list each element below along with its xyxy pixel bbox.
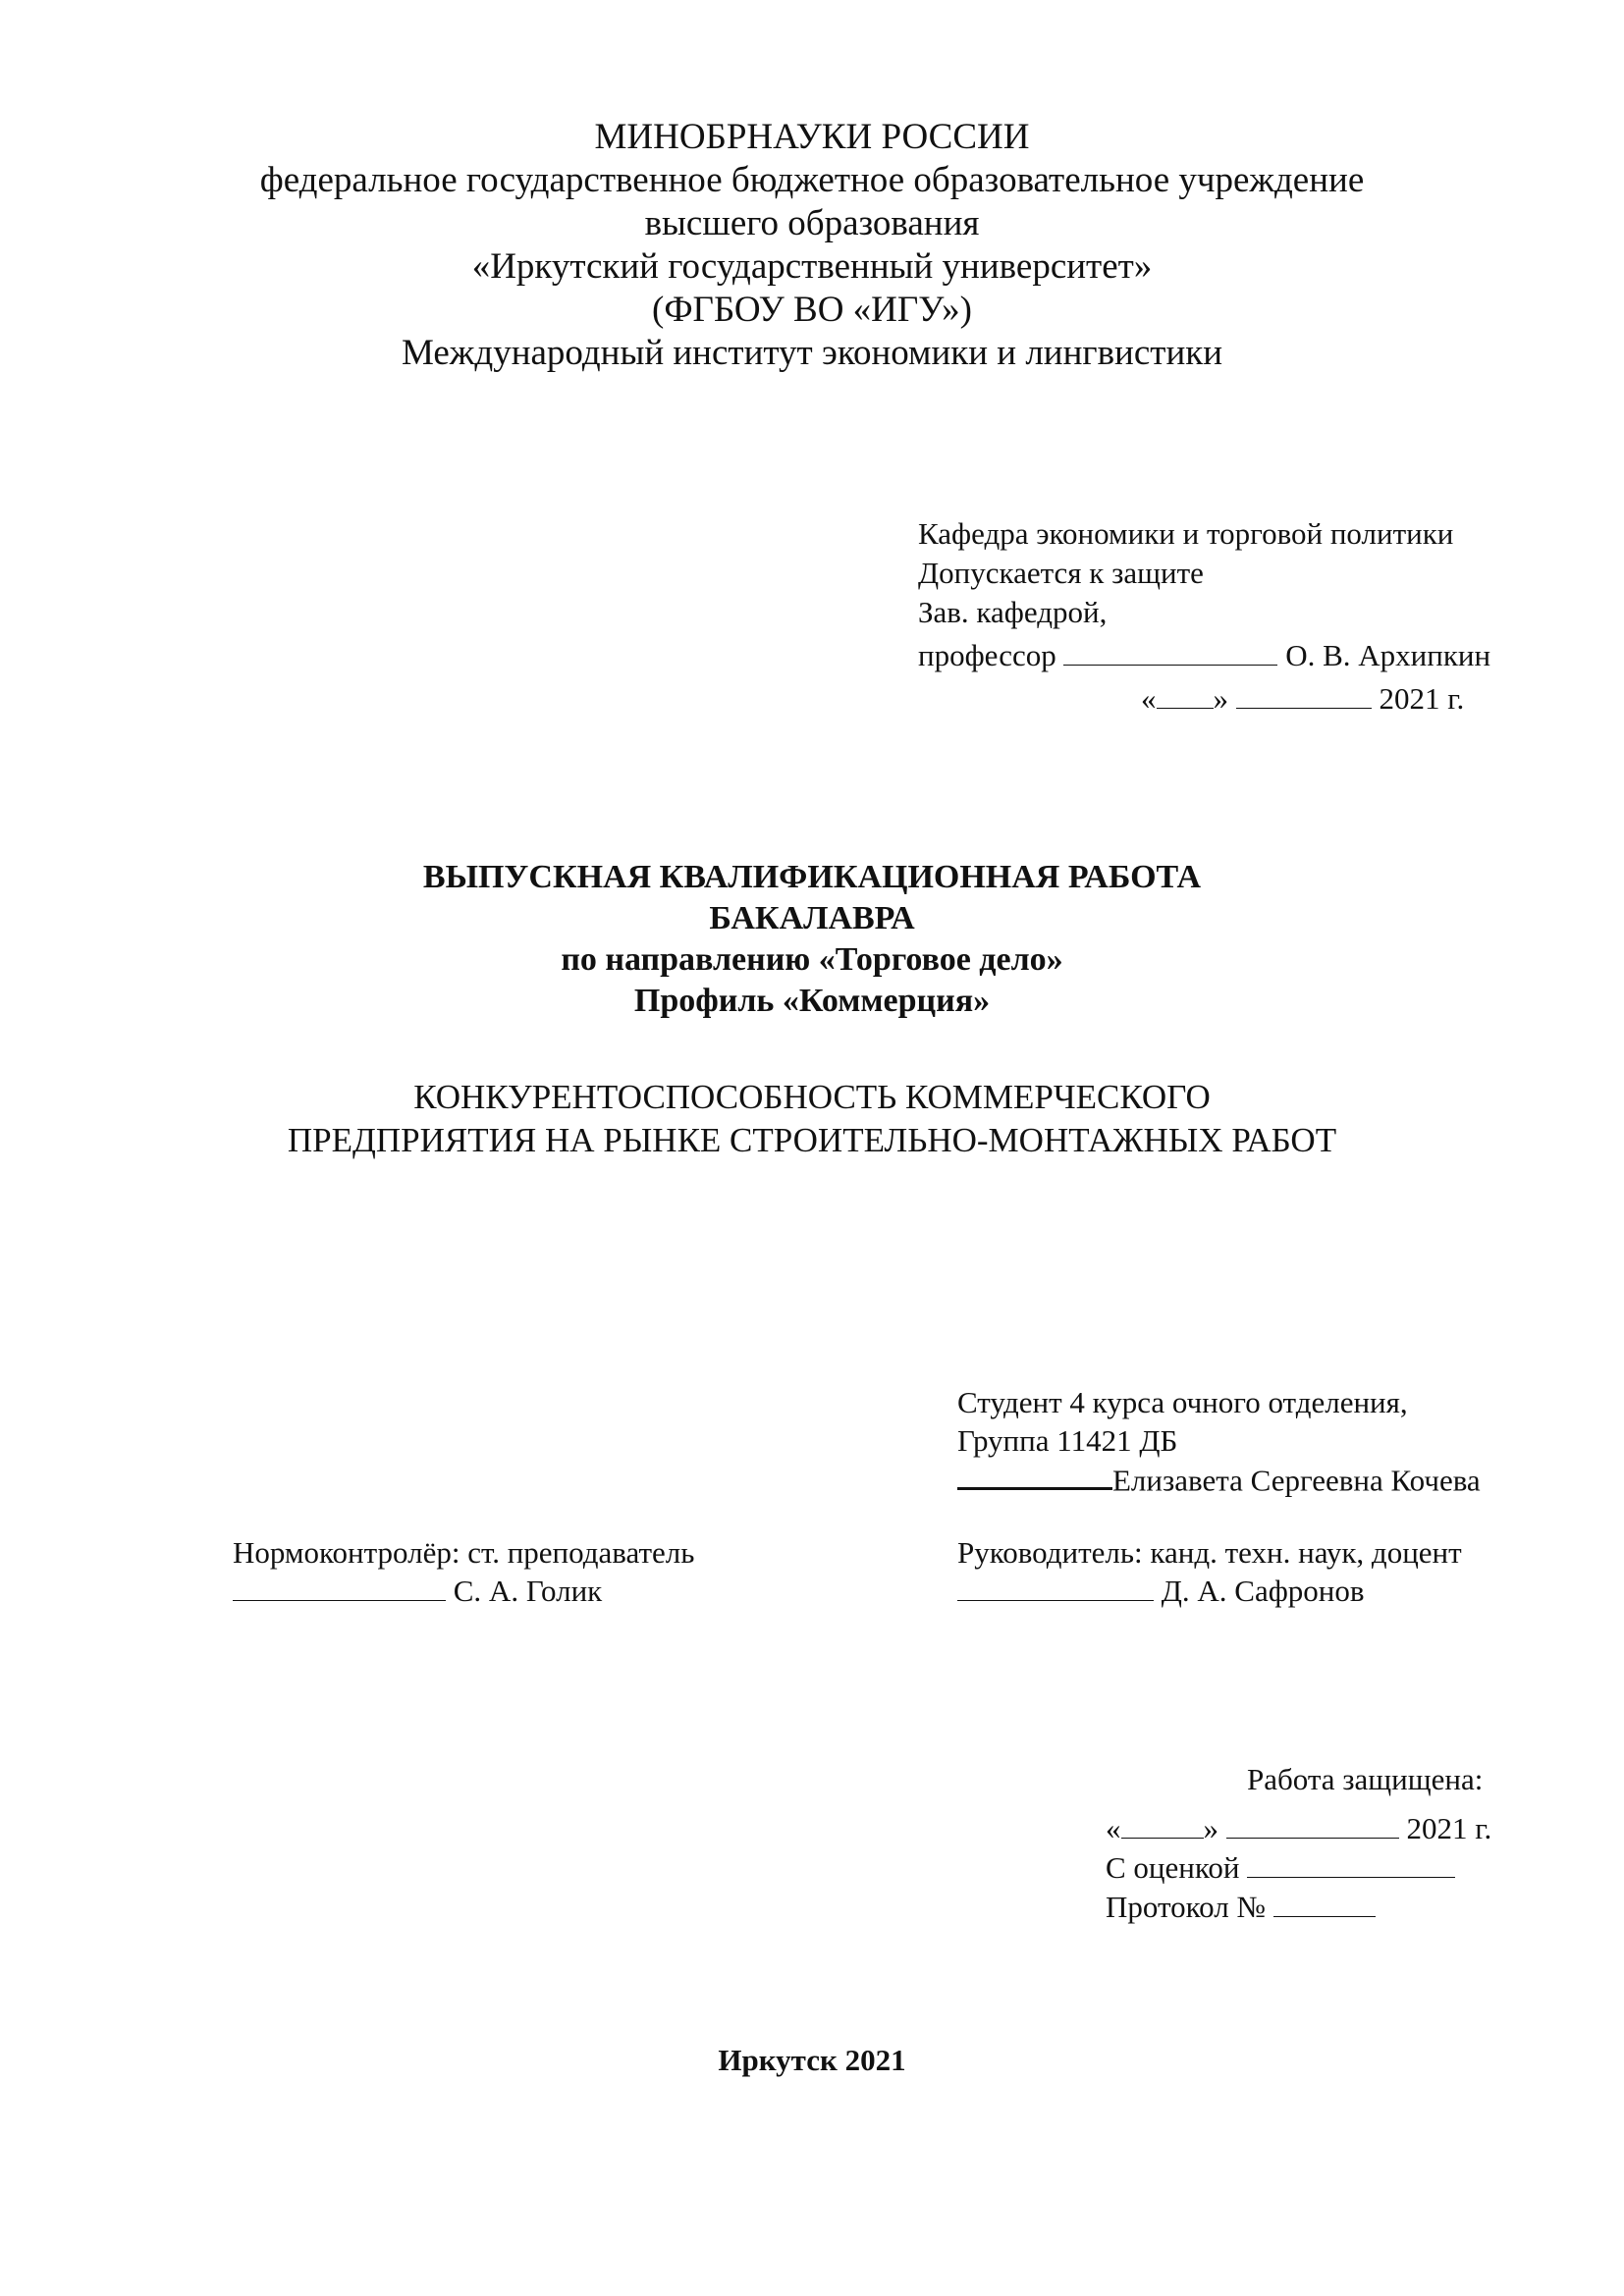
normcontrol-role: Нормоконтролёр: ст. преподаватель [233,1535,695,1570]
supervisor-name: Д. А. Сафронов [1161,1574,1365,1608]
thesis-degree-line: БАКАЛАВРА [709,900,915,936]
supervisor-role: Руководитель: канд. техн. наук, доцент [957,1535,1462,1570]
ministry-line: МИНОБРНАУКИ РОССИИ [594,117,1030,157]
defense-date-year: 2021 г. [1406,1811,1492,1845]
defense-protocol-line [1106,1889,1376,1926]
department-label: Кафедра экономики и торговой политики [918,516,1454,551]
approval-date-close-quote: » [1213,681,1228,716]
defense-date-line [1106,1810,1491,1847]
professor-signature-blank [1063,639,1277,666]
professor-name: О. В. Архипкин [1285,638,1491,672]
approval-date-open-quote: « [1141,681,1157,716]
thesis-direction-line: по направлению «Торговое дело» [561,941,1063,978]
defense-grade-line [1106,1849,1455,1887]
education-level-line: высшего образования [644,203,980,243]
approval-date-line [1141,679,1464,719]
thesis-topic [0,1076,1624,1162]
defense-date-close-quote: » [1203,1811,1218,1845]
protocol-number-blank [1273,1891,1376,1917]
institute-line: Международный институт экономики и лингвистики [401,333,1223,373]
supervisor-signature-line [957,1573,1365,1610]
admitted-label: Допускается к защите [918,556,1204,590]
approval-date-year: 2021 г. [1379,681,1465,716]
protocol-label: Протокол № [1106,1890,1266,1924]
thesis-title-block [0,857,1624,1022]
defense-heading: Работа защищена: [1247,1762,1484,1796]
city-year: Иркутск 2021 [718,2043,906,2077]
university-abbr-line: (ФГБОУ ВО «ИГУ») [652,290,972,330]
thesis-topic-line-1: КОНКУРЕНТОСПОСОБНОСТЬ КОММЕРЧЕСКОГО [413,1078,1211,1116]
normcontrol-name: С. А. Голик [453,1574,603,1608]
student-signature-blank [957,1462,1112,1490]
approval-day-blank [1157,682,1214,709]
institution-type-line: федеральное государственное бюджетное образовательное учреждение [259,160,1365,200]
defense-day-blank [1121,1812,1204,1839]
approval-month-blank [1236,682,1372,709]
head-of-department-label: Зав. кафедрой, [918,595,1108,629]
thesis-profile-line: Профиль «Коммерция» [633,983,991,1019]
student-name: Елизавета Сергеевна Кочева [1112,1463,1481,1498]
defense-month-blank [1226,1812,1399,1839]
normcontrol-signature-line [233,1573,602,1610]
student-group-label: Группа 11421 ДБ [957,1423,1178,1458]
student-signature-line [957,1462,1481,1499]
defense-date-open-quote: « [1106,1811,1121,1845]
supervisor-signature-blank [957,1575,1154,1601]
thesis-type-line: ВЫПУСКНАЯ КВАЛИФИКАЦИОННАЯ РАБОТА [422,859,1202,895]
grade-blank [1247,1851,1455,1878]
normcontrol-signature-blank [233,1575,446,1601]
professor-prefix: профессор [918,638,1056,672]
thesis-topic-line-2: ПРЕДПРИЯТИЯ НА РЫНКЕ СТРОИТЕЛЬНО-МОНТАЖНЫХ РАБОТ [287,1121,1337,1159]
footer [0,2042,1624,2079]
university-header [0,116,1624,375]
professor-signature-line [918,636,1490,675]
grade-label: С оценкой [1106,1850,1240,1885]
university-name-line: «Иркутский государственный университет» [471,246,1153,287]
student-course-label: Студент 4 курса очного отделения, [957,1385,1408,1419]
